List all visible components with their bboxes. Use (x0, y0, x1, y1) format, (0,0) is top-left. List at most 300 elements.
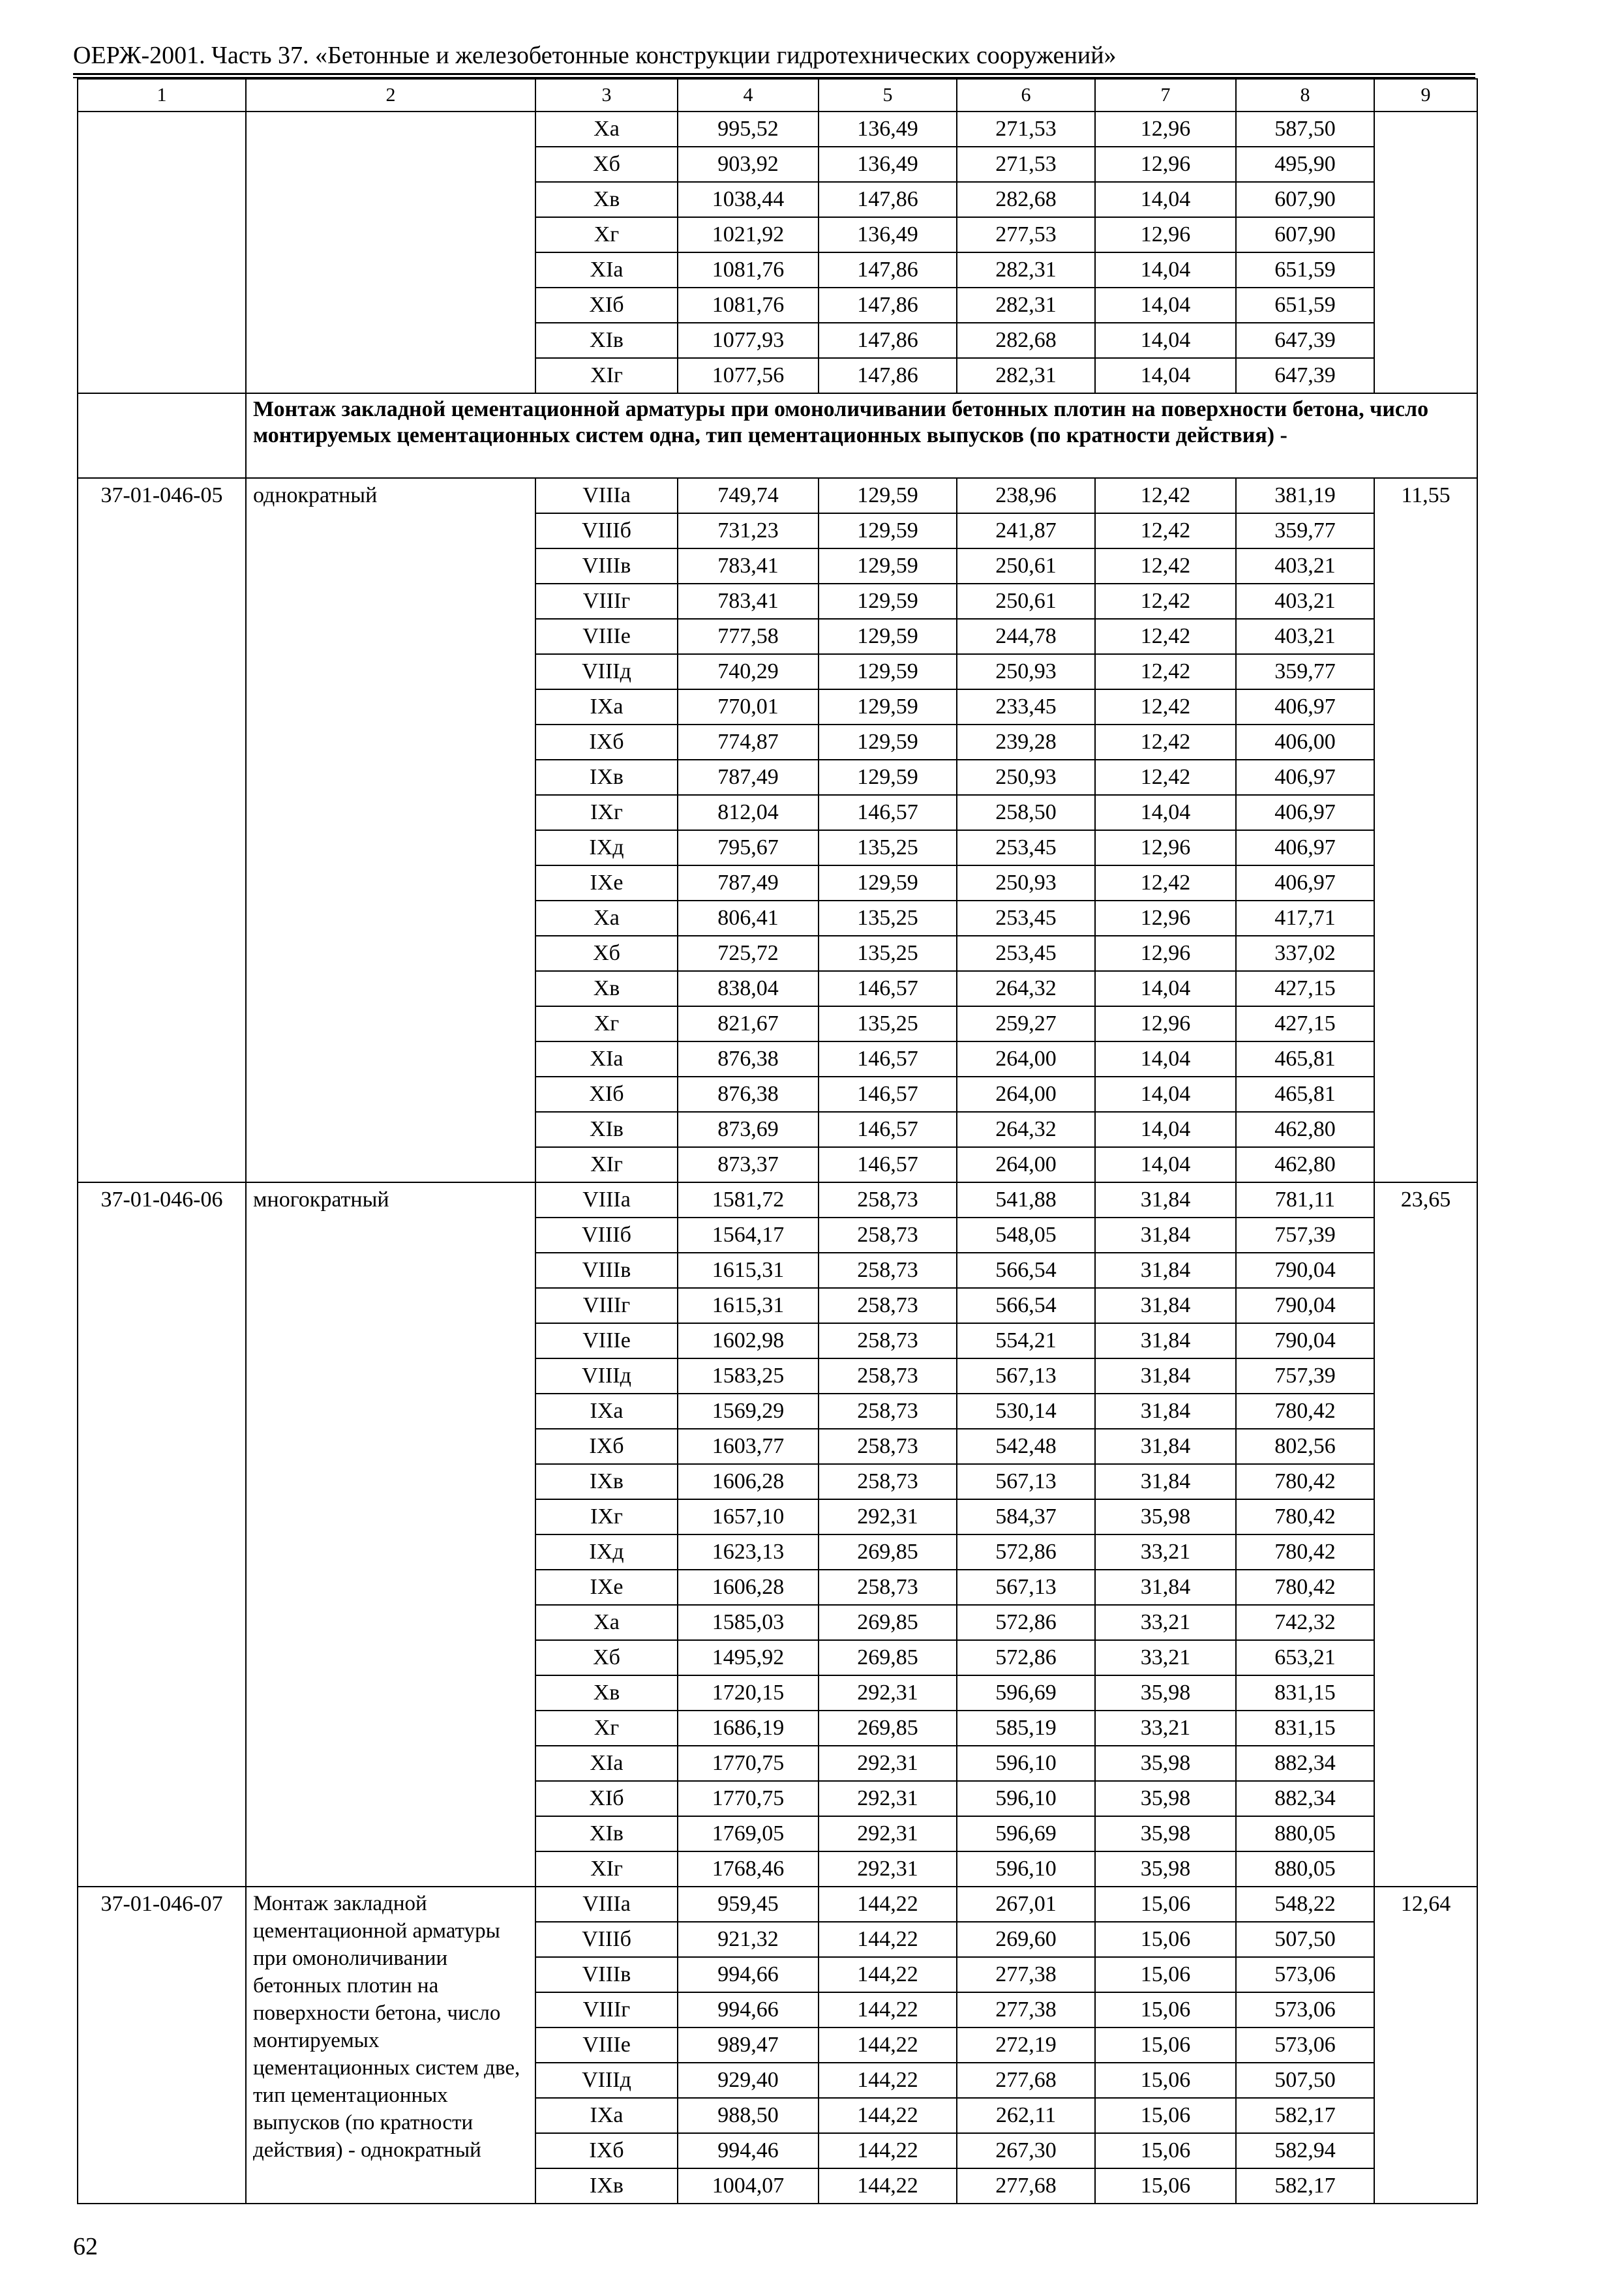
zone-cell: VIIIб (535, 513, 678, 548)
value-cell: 264,00 (957, 1147, 1095, 1182)
value-cell: 12,96 (1095, 217, 1236, 252)
value-cell: 269,85 (819, 1605, 957, 1640)
column-number: 1 (78, 79, 246, 112)
value-cell: 572,86 (957, 1605, 1095, 1640)
value-cell: 921,32 (678, 1922, 819, 1957)
value-cell: 994,46 (678, 2133, 819, 2168)
zone-cell: ХIа (535, 1041, 678, 1077)
column-number: 2 (246, 79, 535, 112)
value-cell: 749,74 (678, 478, 819, 513)
value-cell: 1581,72 (678, 1182, 819, 1218)
value-cell: 241,87 (957, 513, 1095, 548)
value-cell: 777,58 (678, 619, 819, 654)
value-cell: 12,42 (1095, 689, 1236, 725)
value-cell: 282,31 (957, 358, 1095, 393)
value-cell: 1602,98 (678, 1323, 819, 1358)
value-cell: 742,32 (1236, 1605, 1374, 1640)
item-col9: 11,55 (1374, 478, 1477, 1182)
value-cell: 35,98 (1095, 1499, 1236, 1534)
value-cell: 880,05 (1236, 1816, 1374, 1851)
value-cell: 783,41 (678, 584, 819, 619)
value-cell: 244,78 (957, 619, 1095, 654)
value-cell: 596,69 (957, 1675, 1095, 1711)
value-cell: 282,31 (957, 288, 1095, 323)
zone-cell: VIIIе (535, 619, 678, 654)
zone-cell: ХIв (535, 1112, 678, 1147)
value-cell: 292,31 (819, 1746, 957, 1781)
value-cell: 507,50 (1236, 2063, 1374, 2098)
value-cell: 757,39 (1236, 1218, 1374, 1253)
value-cell: 144,22 (819, 2098, 957, 2133)
zone-cell: ХIв (535, 323, 678, 358)
value-cell: 1770,75 (678, 1781, 819, 1816)
value-cell: 596,10 (957, 1781, 1095, 1816)
value-cell: 269,85 (819, 1711, 957, 1746)
column-number: 6 (957, 79, 1095, 112)
value-cell: 14,04 (1095, 182, 1236, 217)
value-cell: 277,53 (957, 217, 1095, 252)
value-cell: 12,96 (1095, 112, 1236, 147)
value-cell: 1081,76 (678, 252, 819, 288)
value-cell: 585,19 (957, 1711, 1095, 1746)
value-cell: 607,90 (1236, 182, 1374, 217)
zone-cell: Ха (535, 901, 678, 936)
table-row (78, 1887, 1477, 1922)
value-cell: 292,31 (819, 1851, 957, 1887)
zone-cell: IХа (535, 2098, 678, 2133)
value-cell: 572,86 (957, 1640, 1095, 1675)
value-cell: 146,57 (819, 1041, 957, 1077)
value-cell: 146,57 (819, 795, 957, 830)
zone-cell: Хг (535, 217, 678, 252)
value-cell: 989,47 (678, 2027, 819, 2063)
value-cell: 12,96 (1095, 1006, 1236, 1041)
value-cell: 596,69 (957, 1816, 1095, 1851)
value-cell: 264,32 (957, 971, 1095, 1006)
value-cell: 146,57 (819, 971, 957, 1006)
value-cell: 548,22 (1236, 1887, 1374, 1922)
value-cell: 607,90 (1236, 217, 1374, 252)
value-cell: 403,21 (1236, 548, 1374, 584)
value-cell: 262,11 (957, 2098, 1095, 2133)
zone-cell: VIIIб (535, 1922, 678, 1957)
value-cell: 406,97 (1236, 760, 1374, 795)
value-cell: 740,29 (678, 654, 819, 689)
column-number: 5 (819, 79, 957, 112)
value-cell: 14,04 (1095, 1147, 1236, 1182)
value-cell: 292,31 (819, 1675, 957, 1711)
value-cell: 144,22 (819, 2168, 957, 2204)
value-cell: 381,19 (1236, 478, 1374, 513)
zone-cell: IХб (535, 725, 678, 760)
zone-cell: VIIIа (535, 478, 678, 513)
value-cell: 31,84 (1095, 1253, 1236, 1288)
value-cell: 929,40 (678, 2063, 819, 2098)
value-cell: 812,04 (678, 795, 819, 830)
zone-cell: IХг (535, 1499, 678, 1534)
zone-cell: VIIIв (535, 1253, 678, 1288)
value-cell: 15,06 (1095, 2063, 1236, 2098)
value-cell: 147,86 (819, 182, 957, 217)
page-header: ОЕРЖ-2001. Часть 37. «Бетонные и железобетонные конструкции гидротехнических сооружений» (73, 42, 1117, 69)
value-cell: 14,04 (1095, 1112, 1236, 1147)
item-description: многократный (246, 1182, 535, 1887)
zone-cell: VIIIв (535, 1957, 678, 1992)
value-cell: 1770,75 (678, 1746, 819, 1781)
value-cell: 269,60 (957, 1922, 1095, 1957)
value-cell: 269,85 (819, 1534, 957, 1570)
value-cell: 147,86 (819, 323, 957, 358)
zone-cell: Хв (535, 971, 678, 1006)
value-cell: 582,17 (1236, 2098, 1374, 2133)
value-cell: 873,69 (678, 1112, 819, 1147)
value-cell: 337,02 (1236, 936, 1374, 971)
value-cell: 783,41 (678, 548, 819, 584)
value-cell: 795,67 (678, 830, 819, 865)
value-cell: 129,59 (819, 725, 957, 760)
zone-cell: ХIг (535, 358, 678, 393)
value-cell: 802,56 (1236, 1429, 1374, 1464)
value-cell: 566,54 (957, 1288, 1095, 1323)
item-col9: 12,64 (1374, 1887, 1477, 2204)
value-cell: 651,59 (1236, 288, 1374, 323)
value-cell: 994,66 (678, 1957, 819, 1992)
value-cell: 780,42 (1236, 1394, 1374, 1429)
value-cell: 135,25 (819, 936, 957, 971)
code-cell (78, 112, 246, 393)
value-cell: 15,06 (1095, 2027, 1236, 2063)
value-cell: 15,06 (1095, 2168, 1236, 2204)
value-cell: 403,21 (1236, 584, 1374, 619)
value-cell: 770,01 (678, 689, 819, 725)
value-cell: 33,21 (1095, 1605, 1236, 1640)
value-cell: 292,31 (819, 1499, 957, 1534)
value-cell: 596,10 (957, 1746, 1095, 1781)
value-cell: 250,61 (957, 584, 1095, 619)
zone-cell: VIIIд (535, 2063, 678, 2098)
value-cell: 731,23 (678, 513, 819, 548)
value-cell: 12,96 (1095, 147, 1236, 182)
item-code: 37-01-046-06 (78, 1182, 246, 1887)
value-cell: 995,52 (678, 112, 819, 147)
value-cell: 146,57 (819, 1077, 957, 1112)
column-number: 4 (678, 79, 819, 112)
value-cell: 264,32 (957, 1112, 1095, 1147)
value-cell: 1615,31 (678, 1288, 819, 1323)
value-cell: 1657,10 (678, 1499, 819, 1534)
value-cell: 647,39 (1236, 358, 1374, 393)
zone-cell: Хб (535, 147, 678, 182)
value-cell: 596,10 (957, 1851, 1095, 1887)
zone-cell: VIIIа (535, 1887, 678, 1922)
item-description: Монтаж закладной цементационной арматуры при омоноличивании бетонных плотин на поверхности бетона, число монтируемых цементационных систем две, тип цементационных выпусков (по кратности действия) - однократный (246, 1887, 535, 2204)
value-cell: 147,86 (819, 358, 957, 393)
value-cell: 14,04 (1095, 1041, 1236, 1077)
value-cell: 146,57 (819, 1147, 957, 1182)
value-cell: 12,96 (1095, 901, 1236, 936)
value-cell: 277,68 (957, 2168, 1095, 2204)
zone-cell: IХв (535, 2168, 678, 2204)
value-cell: 876,38 (678, 1041, 819, 1077)
value-cell: 258,73 (819, 1253, 957, 1288)
value-cell: 129,59 (819, 584, 957, 619)
value-cell: 14,04 (1095, 971, 1236, 1006)
value-cell: 1081,76 (678, 288, 819, 323)
value-cell: 258,73 (819, 1429, 957, 1464)
value-cell: 838,04 (678, 971, 819, 1006)
value-cell: 582,17 (1236, 2168, 1374, 2204)
value-cell: 35,98 (1095, 1851, 1236, 1887)
extra-cell (1374, 112, 1477, 393)
column-number: 3 (535, 79, 678, 112)
value-cell: 806,41 (678, 901, 819, 936)
value-cell: 1495,92 (678, 1640, 819, 1675)
zone-cell: IХд (535, 830, 678, 865)
value-cell: 135,25 (819, 830, 957, 865)
zone-cell: ХIб (535, 1781, 678, 1816)
value-cell: 790,04 (1236, 1323, 1374, 1358)
value-cell: 258,73 (819, 1182, 957, 1218)
value-cell: 541,88 (957, 1182, 1095, 1218)
value-cell: 12,42 (1095, 619, 1236, 654)
value-cell: 14,04 (1095, 358, 1236, 393)
zone-cell: VIIIб (535, 1218, 678, 1253)
value-cell: 267,01 (957, 1887, 1095, 1922)
value-cell: 417,71 (1236, 901, 1374, 936)
column-number: 8 (1236, 79, 1374, 112)
price-table (77, 78, 1478, 2204)
value-cell: 250,61 (957, 548, 1095, 584)
value-cell: 780,42 (1236, 1464, 1374, 1499)
value-cell: 1021,92 (678, 217, 819, 252)
value-cell: 406,97 (1236, 865, 1374, 901)
value-cell: 1077,93 (678, 323, 819, 358)
header-rule (73, 73, 1475, 75)
zone-cell: ХIб (535, 1077, 678, 1112)
value-cell: 406,00 (1236, 725, 1374, 760)
zone-cell: ХIг (535, 1851, 678, 1887)
value-cell: 495,90 (1236, 147, 1374, 182)
value-cell: 573,06 (1236, 1957, 1374, 1992)
value-cell: 144,22 (819, 2063, 957, 2098)
value-cell: 903,92 (678, 147, 819, 182)
value-cell: 15,06 (1095, 1887, 1236, 1922)
value-cell: 1606,28 (678, 1570, 819, 1605)
value-cell: 780,42 (1236, 1534, 1374, 1570)
value-cell: 1768,46 (678, 1851, 819, 1887)
item-col9: 23,65 (1374, 1182, 1477, 1887)
value-cell: 651,59 (1236, 252, 1374, 288)
value-cell: 12,42 (1095, 548, 1236, 584)
value-cell: 129,59 (819, 689, 957, 725)
value-cell: 1720,15 (678, 1675, 819, 1711)
value-cell: 1583,25 (678, 1358, 819, 1394)
value-cell: 31,84 (1095, 1394, 1236, 1429)
value-cell: 1585,03 (678, 1605, 819, 1640)
value-cell: 31,84 (1095, 1570, 1236, 1605)
zone-cell: Хг (535, 1006, 678, 1041)
value-cell: 567,13 (957, 1570, 1095, 1605)
value-cell: 282,31 (957, 252, 1095, 288)
value-cell: 1038,44 (678, 182, 819, 217)
column-number: 9 (1374, 79, 1477, 112)
value-cell: 259,27 (957, 1006, 1095, 1041)
zone-cell: VIIIд (535, 654, 678, 689)
value-cell: 787,49 (678, 865, 819, 901)
value-cell: 587,50 (1236, 112, 1374, 147)
value-cell: 277,38 (957, 1957, 1095, 1992)
value-cell: 566,54 (957, 1253, 1095, 1288)
zone-cell: VIIIг (535, 584, 678, 619)
value-cell: 1606,28 (678, 1464, 819, 1499)
zone-cell: ХIа (535, 252, 678, 288)
value-cell: 567,13 (957, 1358, 1095, 1394)
value-cell: 781,11 (1236, 1182, 1374, 1218)
value-cell: 272,19 (957, 2027, 1095, 2063)
zone-cell: ХIб (535, 288, 678, 323)
value-cell: 253,45 (957, 901, 1095, 936)
value-cell: 584,37 (957, 1499, 1095, 1534)
value-cell: 1004,07 (678, 2168, 819, 2204)
value-cell: 572,86 (957, 1534, 1095, 1570)
section-code-cell (78, 393, 246, 478)
value-cell: 15,06 (1095, 1957, 1236, 1992)
value-cell: 988,50 (678, 2098, 819, 2133)
value-cell: 465,81 (1236, 1041, 1374, 1077)
section-row (78, 393, 1477, 478)
value-cell: 35,98 (1095, 1816, 1236, 1851)
value-cell: 258,73 (819, 1288, 957, 1323)
value-cell: 1769,05 (678, 1816, 819, 1851)
value-cell: 258,73 (819, 1570, 957, 1605)
value-cell: 277,38 (957, 1992, 1095, 2027)
value-cell: 12,96 (1095, 830, 1236, 865)
value-cell: 31,84 (1095, 1429, 1236, 1464)
zone-cell: IХе (535, 865, 678, 901)
zone-cell: ХIв (535, 1816, 678, 1851)
zone-cell: Хб (535, 1640, 678, 1675)
value-cell: 282,68 (957, 182, 1095, 217)
value-cell: 129,59 (819, 654, 957, 689)
table-row (78, 478, 1477, 513)
value-cell: 406,97 (1236, 795, 1374, 830)
value-cell: 129,59 (819, 548, 957, 584)
value-cell: 882,34 (1236, 1746, 1374, 1781)
value-cell: 462,80 (1236, 1112, 1374, 1147)
zone-cell: VIIIг (535, 1992, 678, 2027)
value-cell: 14,04 (1095, 795, 1236, 830)
value-cell: 12,42 (1095, 513, 1236, 548)
value-cell: 14,04 (1095, 1077, 1236, 1112)
value-cell: 250,93 (957, 654, 1095, 689)
value-cell: 876,38 (678, 1077, 819, 1112)
value-cell: 647,39 (1236, 323, 1374, 358)
value-cell: 653,21 (1236, 1640, 1374, 1675)
value-cell: 573,06 (1236, 1992, 1374, 2027)
value-cell: 831,15 (1236, 1675, 1374, 1711)
value-cell: 1077,56 (678, 358, 819, 393)
value-cell: 882,34 (1236, 1781, 1374, 1816)
value-cell: 359,77 (1236, 654, 1374, 689)
value-cell: 264,00 (957, 1041, 1095, 1077)
zone-cell: Хв (535, 1675, 678, 1711)
column-number-row (78, 79, 1477, 112)
value-cell: 33,21 (1095, 1534, 1236, 1570)
value-cell: 31,84 (1095, 1182, 1236, 1218)
value-cell: 14,04 (1095, 288, 1236, 323)
value-cell: 1569,29 (678, 1394, 819, 1429)
value-cell: 873,37 (678, 1147, 819, 1182)
value-cell: 12,42 (1095, 654, 1236, 689)
value-cell: 406,97 (1236, 689, 1374, 725)
value-cell: 258,73 (819, 1464, 957, 1499)
value-cell: 1564,17 (678, 1218, 819, 1253)
value-cell: 15,06 (1095, 1922, 1236, 1957)
value-cell: 790,04 (1236, 1253, 1374, 1288)
value-cell: 774,87 (678, 725, 819, 760)
value-cell: 146,57 (819, 1112, 957, 1147)
value-cell: 258,73 (819, 1218, 957, 1253)
item-code: 37-01-046-07 (78, 1887, 246, 2204)
zone-cell: IХг (535, 795, 678, 830)
table-body (78, 79, 1477, 2204)
value-cell: 554,21 (957, 1323, 1095, 1358)
value-cell: 787,49 (678, 760, 819, 795)
value-cell: 12,42 (1095, 584, 1236, 619)
value-cell: 12,96 (1095, 936, 1236, 971)
value-cell: 959,45 (678, 1887, 819, 1922)
zone-cell: Хг (535, 1711, 678, 1746)
value-cell: 147,86 (819, 288, 957, 323)
value-cell: 239,28 (957, 725, 1095, 760)
value-cell: 406,97 (1236, 830, 1374, 865)
zone-cell: IХб (535, 2133, 678, 2168)
value-cell: 292,31 (819, 1816, 957, 1851)
value-cell: 582,94 (1236, 2133, 1374, 2168)
value-cell: 12,42 (1095, 725, 1236, 760)
value-cell: 136,49 (819, 147, 957, 182)
value-cell: 135,25 (819, 1006, 957, 1041)
value-cell: 1686,19 (678, 1711, 819, 1746)
zone-cell: VIIIе (535, 1323, 678, 1358)
value-cell: 462,80 (1236, 1147, 1374, 1182)
table-row (78, 112, 1477, 147)
value-cell: 238,96 (957, 478, 1095, 513)
value-cell: 271,53 (957, 147, 1095, 182)
value-cell: 258,50 (957, 795, 1095, 830)
value-cell: 144,22 (819, 1992, 957, 2027)
value-cell: 135,25 (819, 901, 957, 936)
value-cell: 14,04 (1095, 323, 1236, 358)
value-cell: 233,45 (957, 689, 1095, 725)
zone-cell: IХа (535, 689, 678, 725)
value-cell: 427,15 (1236, 971, 1374, 1006)
value-cell: 994,66 (678, 1992, 819, 2027)
value-cell: 14,04 (1095, 252, 1236, 288)
value-cell: 253,45 (957, 936, 1095, 971)
value-cell: 403,21 (1236, 619, 1374, 654)
item-description: однократный (246, 478, 535, 1182)
value-cell: 250,93 (957, 865, 1095, 901)
value-cell: 129,59 (819, 478, 957, 513)
zone-cell: VIIIе (535, 2027, 678, 2063)
value-cell: 33,21 (1095, 1711, 1236, 1746)
value-cell: 15,06 (1095, 1992, 1236, 2027)
value-cell: 147,86 (819, 252, 957, 288)
zone-cell: VIIIв (535, 548, 678, 584)
value-cell: 821,67 (678, 1006, 819, 1041)
value-cell: 31,84 (1095, 1464, 1236, 1499)
